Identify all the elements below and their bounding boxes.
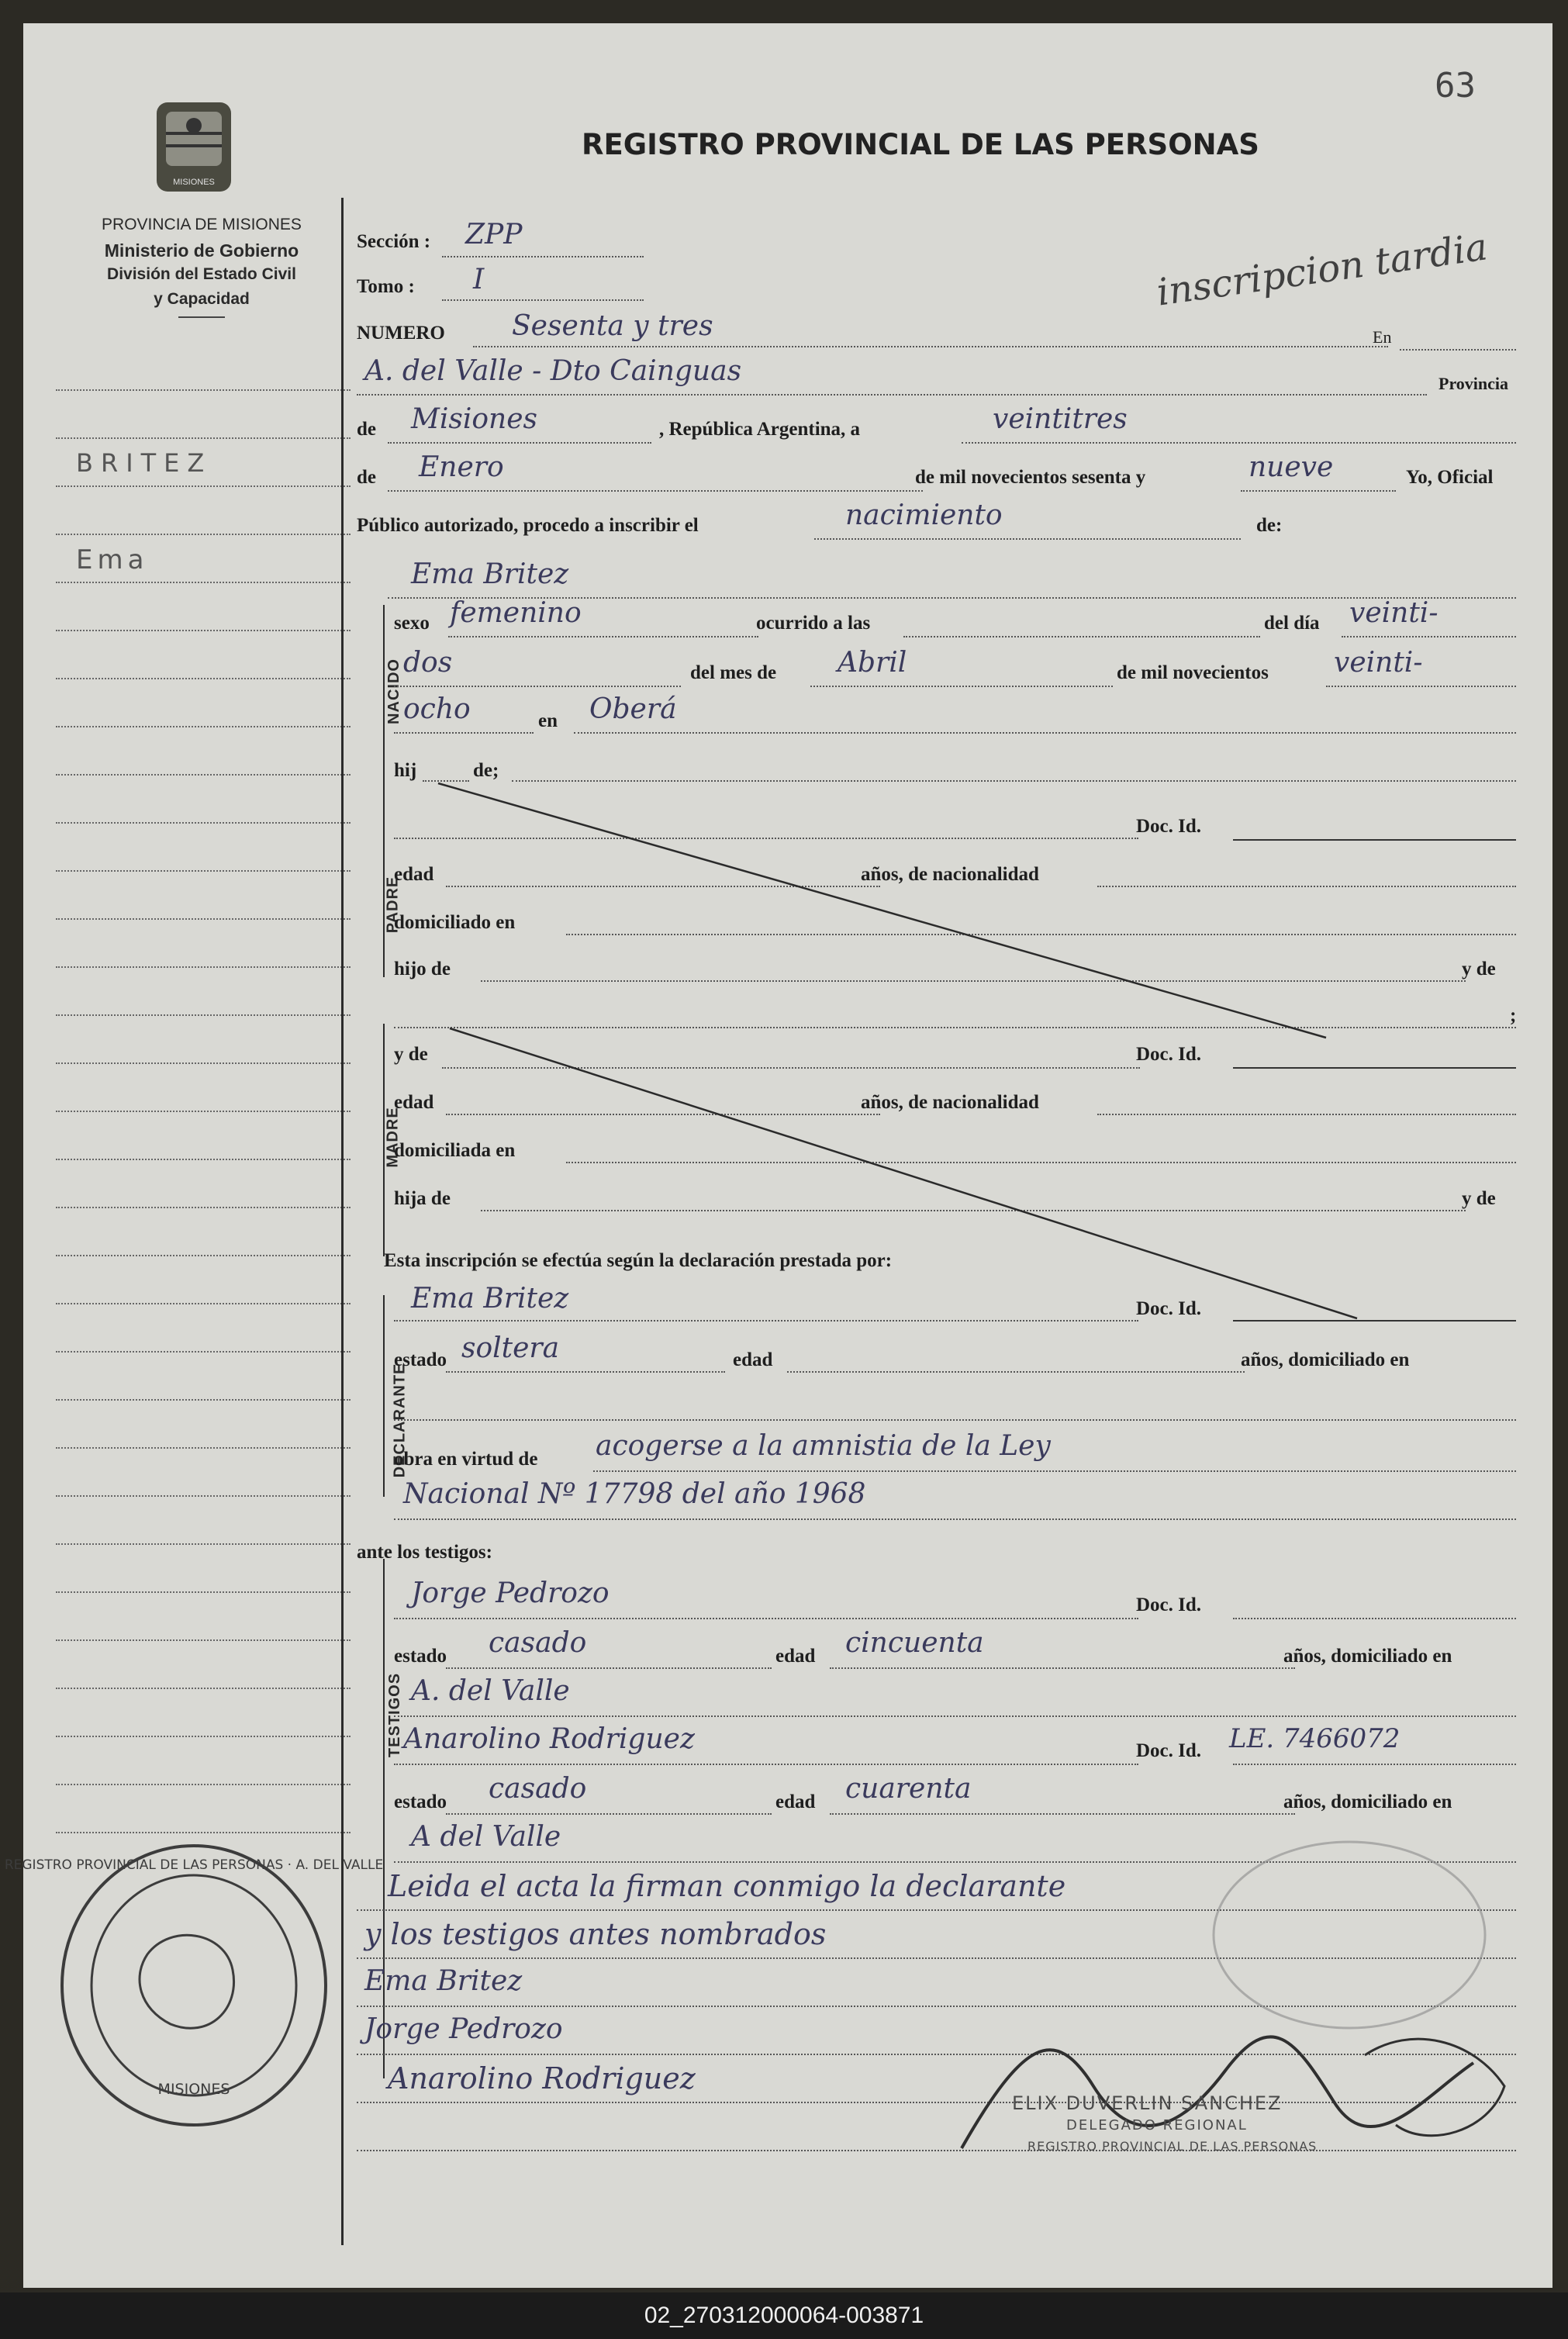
value-testigo-2: Anarolino Rodriguez	[403, 1723, 695, 1755]
value-t1-edad: cincuenta	[845, 1627, 984, 1659]
label-madre-doc-id: Doc. Id.	[1136, 1044, 1202, 1065]
label-tomo: Tomo :	[357, 276, 415, 297]
value-t2-edad: cuarenta	[845, 1773, 972, 1805]
seal-text: REGISTRO PROVINCIAL DE LAS PERSONAS · A. DEL VALLE	[4, 1857, 384, 1873]
value-seccion: ZPP	[465, 219, 523, 250]
emblem-ribbon-text: MISIONES	[173, 178, 215, 187]
label-del-dia: del día	[1264, 613, 1320, 634]
label-madre-hija-de: hija de	[394, 1188, 451, 1209]
official-name: ELIX DUVERLIN SANCHEZ	[1012, 2092, 1283, 2114]
value-provincia: Misiones	[411, 403, 538, 435]
page-number: 63	[1435, 66, 1476, 105]
label-del-mes: del mes de	[690, 662, 777, 683]
agency-line-1: PROVINCIA DE MISIONES	[102, 216, 302, 233]
value-t2-doc: LE. 7466072	[1229, 1723, 1400, 1754]
label-decl-anios-dom: años, domiciliado en	[1241, 1349, 1410, 1370]
label-madre-domiciliada: domiciliada en	[394, 1140, 516, 1161]
label-numero: NUMERO	[357, 323, 445, 344]
label-publico: Público autorizado, procedo a inscribir el	[357, 515, 699, 536]
label-madre-anios-nac: años, de nacionalidad	[861, 1092, 1039, 1113]
label-t1-anios-dom: años, domiciliado en	[1283, 1646, 1452, 1667]
seal-inner-text: MISIONES	[157, 2081, 230, 2098]
label-en-nac: en	[538, 710, 558, 731]
label-sexo: sexo	[394, 613, 430, 634]
label-padre-anios-nac: años, de nacionalidad	[861, 864, 1039, 885]
official-office: REGISTRO PROVINCIAL DE LAS PERSONAS	[1027, 2139, 1318, 2154]
signature-line-2: Jorge Pedrozo	[364, 2013, 563, 2045]
agency-line-2: Ministerio de Gobierno	[104, 240, 299, 261]
label-t1-doc-id: Doc. Id.	[1136, 1594, 1202, 1615]
label-madre-y-de: y de	[394, 1044, 428, 1065]
label-t2-anios-dom: años, domiciliado en	[1283, 1791, 1452, 1812]
section-label-testigos: TESTIGOS	[386, 1672, 404, 1758]
label-provincia: Provincia	[1438, 374, 1509, 393]
office-seal	[4, 1838, 384, 2133]
value-t2-dom: A del Valle	[411, 1821, 561, 1853]
label-de-mil: de mil novecientos sesenta y	[915, 467, 1146, 488]
value-testigo-1: Jorge Pedrozo	[411, 1577, 610, 1609]
value-sexo: femenino	[450, 597, 582, 629]
value-t1-dom: A. del Valle	[411, 1675, 570, 1707]
label-obra: obra en virtud de	[394, 1449, 538, 1470]
value-dia-nac-2: dos	[403, 647, 453, 679]
value-t1-estado: casado	[489, 1627, 587, 1659]
marginal-note: inscripcion tardia	[1154, 225, 1490, 315]
label-t2-edad: edad	[775, 1791, 816, 1812]
label-decl-doc-id: Doc. Id.	[1136, 1298, 1202, 1319]
label-t1-estado: estado	[394, 1646, 447, 1667]
value-dia-nac-1: veinti-	[1349, 597, 1438, 629]
faint-stamp	[1202, 1830, 1497, 2040]
signature-line-1: Ema Britez	[364, 1965, 523, 1997]
closing-line-1: Leida el acta la firman conmigo la declarante	[388, 1869, 1066, 1903]
value-obra-1: acogerse a la amnistia de la Ley	[596, 1430, 1051, 1462]
label-yo-oficial: Yo, Oficial	[1406, 467, 1494, 488]
label-padre-hijo-de: hijo de	[394, 959, 451, 979]
label-de-semicolon: de;	[473, 760, 499, 781]
closing-line-2: y los testigos antes nombrados	[364, 1917, 827, 1951]
value-anio-nac-2: ocho	[403, 693, 471, 725]
page-title: REGISTRO PROVINCIAL DE LAS PERSONAS	[582, 128, 1259, 161]
label-padre-domiciliado: domiciliado en	[394, 912, 516, 933]
label-ocurrido: ocurrido a las	[756, 613, 871, 634]
section-label-declarante: DECLARANTE	[391, 1363, 409, 1478]
label-t2-doc-id: Doc. Id.	[1136, 1740, 1202, 1761]
label-esta-inscripcion: Esta inscripción se efectúa según la declaración prestada por:	[384, 1250, 893, 1271]
label-madre-y-de-2: y de	[1462, 1188, 1496, 1209]
value-lugar-nac: Oberá	[589, 693, 677, 725]
value-anio-nac-1: veinti-	[1334, 647, 1423, 679]
value-obra-2: Nacional Nº 17798 del año 1968	[403, 1478, 866, 1510]
value-lugar: A. del Valle - Dto Cainguas	[364, 355, 742, 387]
label-en: En	[1373, 327, 1392, 347]
value-mes-nac: Abril	[838, 647, 907, 679]
label-padre-semicolon: ;	[1510, 1005, 1517, 1026]
margin-given-name: Ema	[76, 544, 149, 575]
signature-line-3: Anarolino Rodriguez	[388, 2061, 696, 2095]
label-seccion: Sección :	[357, 231, 431, 252]
value-declarante: Ema Britez	[411, 1283, 569, 1315]
label-hij: hij	[394, 760, 417, 781]
label-de-mil-nov: de mil novecientos	[1117, 662, 1269, 683]
label-madre-edad: edad	[394, 1092, 434, 1113]
section-label-madre: MADRE	[384, 1107, 402, 1168]
section-label-padre: PADRE	[384, 876, 402, 934]
label-padre-y-de: y de	[1462, 959, 1496, 979]
label-de-colon: de:	[1256, 515, 1283, 536]
agency-line-3: División del Estado Civil	[107, 265, 296, 283]
value-numero: Sesenta y tres	[512, 310, 713, 342]
value-nombre: Ema Britez	[411, 558, 569, 590]
label-t1-edad: edad	[775, 1646, 816, 1667]
official-role: DELEGADO REGIONAL	[1066, 2117, 1248, 2133]
margin-surname: BRITEZ	[76, 448, 212, 478]
label-republica: , República Argentina, a	[659, 419, 861, 440]
label-decl-edad: edad	[733, 1349, 773, 1370]
value-acto: nacimiento	[845, 499, 1003, 531]
value-mes: Enero	[419, 451, 504, 483]
value-decl-estado: soltera	[461, 1332, 560, 1364]
label-decl-estado: estado	[394, 1349, 447, 1370]
label-t2-estado: estado	[394, 1791, 447, 1812]
value-t2-estado: casado	[489, 1773, 587, 1805]
agency-line-4: y Capacidad	[154, 290, 250, 308]
value-anio: nueve	[1249, 451, 1334, 483]
label-de-2: de	[357, 467, 376, 488]
label-padre-edad: edad	[394, 864, 434, 885]
label-padre-doc-id: Doc. Id.	[1136, 816, 1202, 837]
value-tomo: I	[473, 264, 485, 295]
value-dia: veintitres	[993, 403, 1128, 435]
section-label-nacido: NACIDO	[385, 658, 402, 724]
image-id-footer: 02_270312000064-003871	[0, 2292, 1568, 2339]
document-page	[4, 23, 1552, 2288]
label-de-1: de	[357, 419, 376, 440]
label-ante-testigos: ante los testigos:	[357, 1542, 492, 1563]
